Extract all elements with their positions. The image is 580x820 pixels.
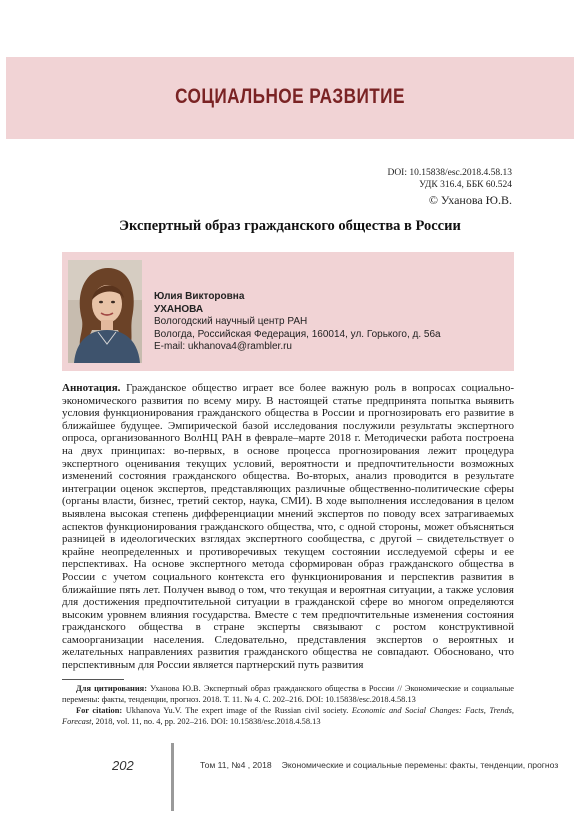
footer-volume: Том 11, №4 , 2018 [200,760,272,770]
copyright: © Уханова Ю.В. [428,193,512,207]
section-banner [6,57,574,139]
footnote-divider [62,679,124,680]
citation-ru-label: Для цитирования: [76,684,148,693]
page-number: 202 [112,758,134,773]
citation-en-label: For citation: [76,706,123,715]
author-address: Вологда, Российская Федерация, 160014, ул. Горького, д. 56а [154,328,441,340]
udk-code: УДК 316.4, ББК 60.524 [419,180,512,190]
footer-divider [171,743,174,811]
author-email[interactable]: E-mail: ukhanova4@rambler.ru [154,341,292,352]
citation-en [62,706,514,727]
citation-en-journal: Economic and Social Changes: Facts, Trends, Forecast [62,706,515,726]
abstract-text: Гражданское общество играет все более важную роль в вопросах социально-экономического развития по всему миру. В настоящей статье предпринята попытка выявить условия функционирования гражданского общества в России и прогнозировать его развитие в ближайшее будущее. Эмпирической базой исследования послужили результаты экспертного опроса, организованного ВолНЦ РАН в феврале–марте 2018 г. Методически работа построена на двух принципах: во-первых, в основе процесса прогнозирования лежит процедура экспертного оценивания текущих условий, вероятности и предпочтительности возможных изменений состояния гражданского общества. Во-вторых, анализ проводится в результате интеграции оценок экспертов, представляющих различные общественно-политические сферы (органы власти, бизнес, третий сектор, наука, СМИ). В ходе выполнения исследования в целом выявлена высокая степень дифференциации мнений экспертов по поводу всех затрагиваемых аспектов функционирования гражданского общества, что, с одной стороны, может объясняться разницей в идеологических взглядах экспертного сообщества, с другой – свидетельствует о крайне неопределенных и противоречивых текущем состоянии исследуемой сферы и ее перспективах. На основе экспертного метода сформирован образ гражданского общества в России с учетом социального контекста его функционирования и перспектив развития в ближайшие пять лет. Получен вывод о том, что текущая и вероятная ситуации, а также условия для достижения предпочтительной ситуации в гражданской сфере во многом определяются высоким уровнем влияния государства. Вместе с тем предпочтительные изменения состояния гражданского общества в стране эксперты связывают с ростом конструктивной самоорганизации населения. Следовательно, представления экспертов о вероятных и желательных направлениях развития гражданского общества не совпадают. Обосновано, что перспективным для России является партнерский путь развития [62,382,514,672]
abstract-lead: Аннотация. [62,382,121,394]
author-photo [68,260,142,363]
author-box [62,252,514,371]
citation-ru-text: Уханова Ю.В. Экспертный образ гражданского общества в России // Экономические и социальные перемены: факты, тенденции, прогноз. 2018. Т. 11. № 4. С. 202–216. DOI: 10.15838/esc.2018.4.58.13 [62,684,514,704]
abstract [62,382,514,672]
author-surname: УХАНОВА [154,303,204,315]
citation-en-text-tail: , 2018, vol. 11, no. 4, pp. 202–216. DOI: 10.15838/esc.2018.4.58.13 [91,716,321,726]
citation-en-text: Ukhanova Yu.V. The expert image of the Russian civil society. [122,706,352,715]
author-portrait-image [68,260,142,363]
author-affiliation: Вологодский научный центр РАН [154,316,308,327]
citation-ru [62,684,514,705]
footer-journal-title: Экономические и социальные перемены: факты, тенденции, прогноз [281,760,559,770]
article-title: Экспертный образ гражданского общества в России [119,218,461,234]
author-name: Юлия Викторовна [154,291,245,302]
section-title: СОЦИАЛЬНОЕ РАЗВИТИЕ [175,85,405,108]
footer-journal [200,760,558,770]
author-info [154,291,441,354]
doi: DOI: 10.15838/esc.2018.4.58.13 [387,168,512,178]
